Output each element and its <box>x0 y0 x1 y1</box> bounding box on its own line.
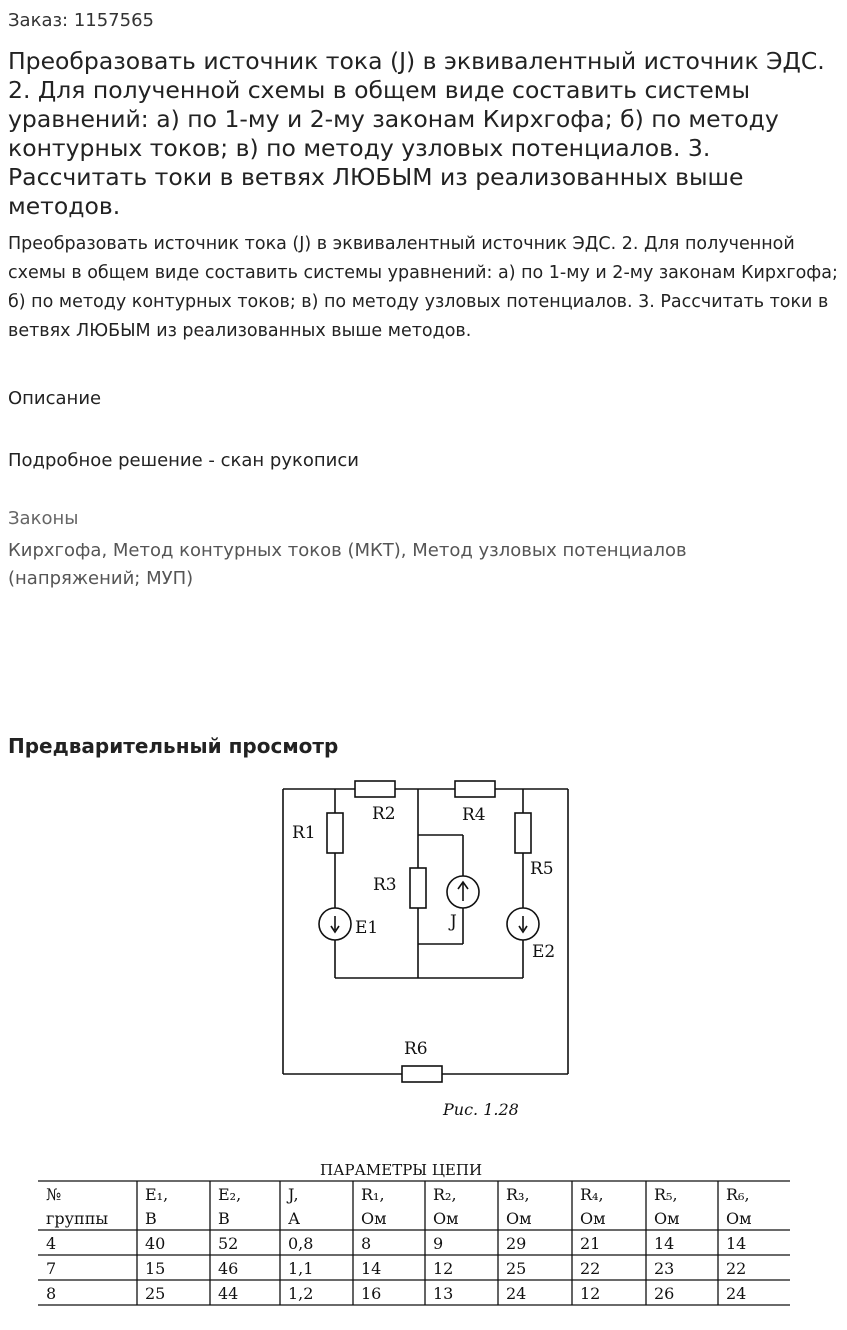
table-cell: 9 <box>433 1234 444 1253</box>
table-cell: 44 <box>218 1284 239 1303</box>
table-cell: 29 <box>506 1234 527 1253</box>
resistor-r3 <box>410 868 426 908</box>
table-cell: 14 <box>361 1259 382 1278</box>
figure-caption: Рис. 1.28 <box>443 1100 519 1119</box>
table-cell: 46 <box>218 1259 239 1278</box>
label-r1: R1 <box>292 823 316 843</box>
table-cell: 14 <box>654 1234 675 1253</box>
parameters-table <box>38 1181 790 1305</box>
laws-label: Законы <box>8 508 79 529</box>
table-cell: 1,1 <box>288 1259 314 1278</box>
task-description: Преобразовать источник тока (J) в эквивалентный источник ЭДС. 2. Для полученной схемы в общем виде составить системы уравнений: а) по 1-му и 2-му законам Кирхгофа; б) по методу контурных токов; в) по методу узловых потенциалов. 3. Рассчитать токи в ветвях ЛЮБЫМ из реализованных выше методов. <box>8 234 838 341</box>
table-header-unit: Ом <box>433 1209 459 1228</box>
resistor-r6 <box>402 1066 442 1082</box>
table-header-unit: Ом <box>726 1209 752 1228</box>
table-cell: 1,2 <box>288 1284 314 1303</box>
table-cell: 24 <box>506 1284 527 1303</box>
table-cell: 52 <box>218 1234 239 1253</box>
table-header-cell: № <box>46 1185 62 1204</box>
label-r4: R4 <box>462 805 486 825</box>
label-r2: R2 <box>372 804 396 824</box>
table-header-cell: R₄, <box>580 1185 604 1204</box>
label-e1: E1 <box>355 918 379 938</box>
laws-list: Кирхгофа, Метод контурных токов (МКТ), Метод узловых потенциалов (напряжений; МУП) <box>8 540 687 589</box>
table-header-unit: Ом <box>506 1209 532 1228</box>
table-header-unit: группы <box>46 1209 109 1228</box>
table-header-unit: В <box>145 1209 157 1228</box>
preview-scan <box>0 770 847 1330</box>
table-header-cell: R₂, <box>433 1185 457 1204</box>
table-cell: 8 <box>361 1234 372 1253</box>
table-cell: 4 <box>46 1234 57 1253</box>
label-r5: R5 <box>530 859 554 879</box>
table-header-unit: Ом <box>361 1209 387 1228</box>
table-header-cell: R₃, <box>506 1185 530 1204</box>
table-title: ПАРАМЕТРЫ ЦЕПИ <box>320 1161 483 1179</box>
table-cell: 22 <box>726 1259 747 1278</box>
table-header-unit: В <box>218 1209 230 1228</box>
label-e2: E2 <box>532 942 556 962</box>
table-cell: 0,8 <box>288 1234 314 1253</box>
table-header-cell: R₅, <box>654 1185 678 1204</box>
table-cell: 23 <box>654 1259 675 1278</box>
table-header-unit: Ом <box>654 1209 680 1228</box>
table-header-cell: E₁, <box>145 1185 169 1204</box>
table-cell: 15 <box>145 1259 166 1278</box>
table-cell: 13 <box>433 1284 454 1303</box>
table-header-cell: R₆, <box>726 1185 750 1204</box>
table-cell: 22 <box>580 1259 601 1278</box>
table-cell: 16 <box>361 1284 382 1303</box>
label-r3: R3 <box>373 875 397 895</box>
table-header-cell: J, <box>288 1185 299 1204</box>
table-cell: 12 <box>433 1259 454 1278</box>
table-cell: 25 <box>506 1259 527 1278</box>
table-cell: 12 <box>580 1284 601 1303</box>
solution-note: Подробное решение - скан рукописи <box>8 450 359 471</box>
preview-heading: Предварительный просмотр <box>8 734 339 758</box>
table-cell: 21 <box>580 1234 601 1253</box>
table-header-cell: R₁, <box>361 1185 385 1204</box>
resistor-r2 <box>355 781 395 797</box>
resistor-r1 <box>327 813 343 853</box>
description-heading: Описание <box>8 388 102 409</box>
table-header-unit: Ом <box>580 1209 606 1228</box>
order-number: Заказ: 1157565 <box>8 10 154 31</box>
table-cell: 40 <box>145 1234 166 1253</box>
table-cell: 14 <box>726 1234 747 1253</box>
page-title: Преобразовать источник тока (J) в эквивалентный источник ЭДС. 2. Для полученной схемы в общем виде составить системы уравнений: а) по 1-му и 2-му законам Кирхгофа; б) по методу контурных токов; в) по методу узловых потенциалов. 3. Рассчитать токи в ветвях ЛЮБЫМ из реализованных выше методов. <box>8 47 825 220</box>
table-header-unit: А <box>288 1209 301 1228</box>
table-cell: 7 <box>46 1259 57 1278</box>
label-j: J <box>450 912 457 932</box>
table-cell: 24 <box>726 1284 747 1303</box>
circuit-diagram <box>283 781 568 1082</box>
table-cell: 26 <box>654 1284 675 1303</box>
table-cell: 25 <box>145 1284 166 1303</box>
resistor-r5 <box>515 813 531 853</box>
label-r6: R6 <box>404 1039 428 1059</box>
table-header-cell: E₂, <box>218 1185 242 1204</box>
table-cell: 8 <box>46 1284 57 1303</box>
resistor-r4 <box>455 781 495 797</box>
